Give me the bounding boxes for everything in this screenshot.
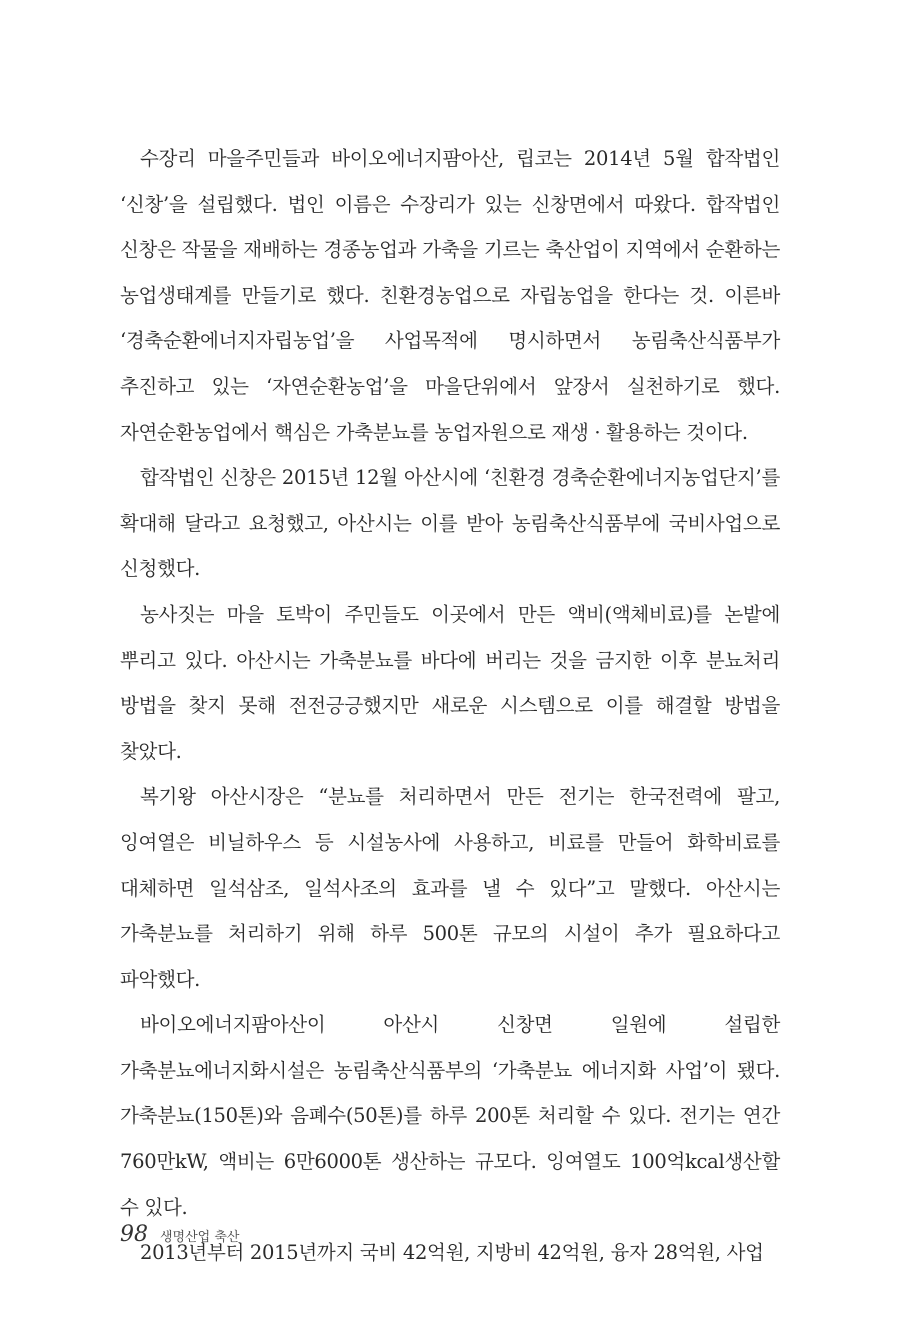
paragraph: 바이오에너지팜아산이 아산시 신창면 일원에 설립한 가축분뇨에너지화시설은 농림축산식품부의 ‘가축분뇨 에너지화 사업’이 됐다. 가축분뇨(150톤)와 음폐수(50톤)를 하루 200톤 처리할 수 있다. 전기는 연간 760만kW, 액비는 6만6000톤 생산하는 규모다. 잉여열도 100억kcal생산할 수 있다. — [120, 1013, 780, 1219]
paragraph: 합작법인 신창은 2015년 12월 아산시에 ‘친환경 경축순환에너지농업단지’를 확대해 달라고 요청했고, 아산시는 이를 받아 농림축산식품부에 국비사업으로 신청했다. — [120, 466, 780, 581]
body-text — [120, 136, 780, 1276]
running-title: 생명산업 축산 — [160, 1230, 240, 1245]
paragraph: 수장리 마을주민들과 바이오에너지팜아산, 립코는 2014년 5월 합작법인 ‘신창’을 설립했다. 법인 이름은 수장리가 있는 신창면에서 따왔다. 합작법인 신창은 작물을 재배하는 경종농업과 가축을 기르는 축산업이 지역에서 순환하는 농업생태계를 만들기로 했다. 친환경농업으로 자립농업을 한다는 것. 이른바 ‘경축순환에너지자립농업’을 사업목적에 명시하면서 농림축산식품부가 추진하고 있는 ‘자연순환농업’을 마을단위에서 앞장서 실천하기로 했다. 자연순환농업에서 핵심은 가축분뇨를 농업자원으로 재생 · 활용하는 것이다. — [120, 147, 780, 444]
paragraph: 2013년부터 2015년까지 국비 42억원, 지방비 42억원, 융자 28억원, 사업 — [140, 1241, 764, 1265]
paragraph: 농사짓는 마을 토박이 주민들도 이곳에서 만든 액비(액체비료)를 논밭에 뿌리고 있다. 아산시는 가축분뇨를 바다에 버리는 것을 금지한 이후 분뇨처리 방법을 찾지 못해 전전긍긍했지만 새로운 시스템으로 이를 해결할 방법을 찾았다. — [120, 602, 780, 763]
page-footer — [120, 1222, 239, 1247]
paragraph: 복기왕 아산시장은 “분뇨를 처리하면서 만든 전기는 한국전력에 팔고, 잉여열은 비닐하우스 등 시설농사에 사용하고, 비료를 만들어 화학비료를 대체하면 일석삼조, 일석사조의 효과를 낼 수 있다”고 말했다. 아산시는 가축분뇨를 처리하기 위해 하루 500톤 규모의 시설이 추가 필요하다고 파악했다. — [120, 785, 780, 991]
page-number: 98 — [120, 1222, 148, 1247]
